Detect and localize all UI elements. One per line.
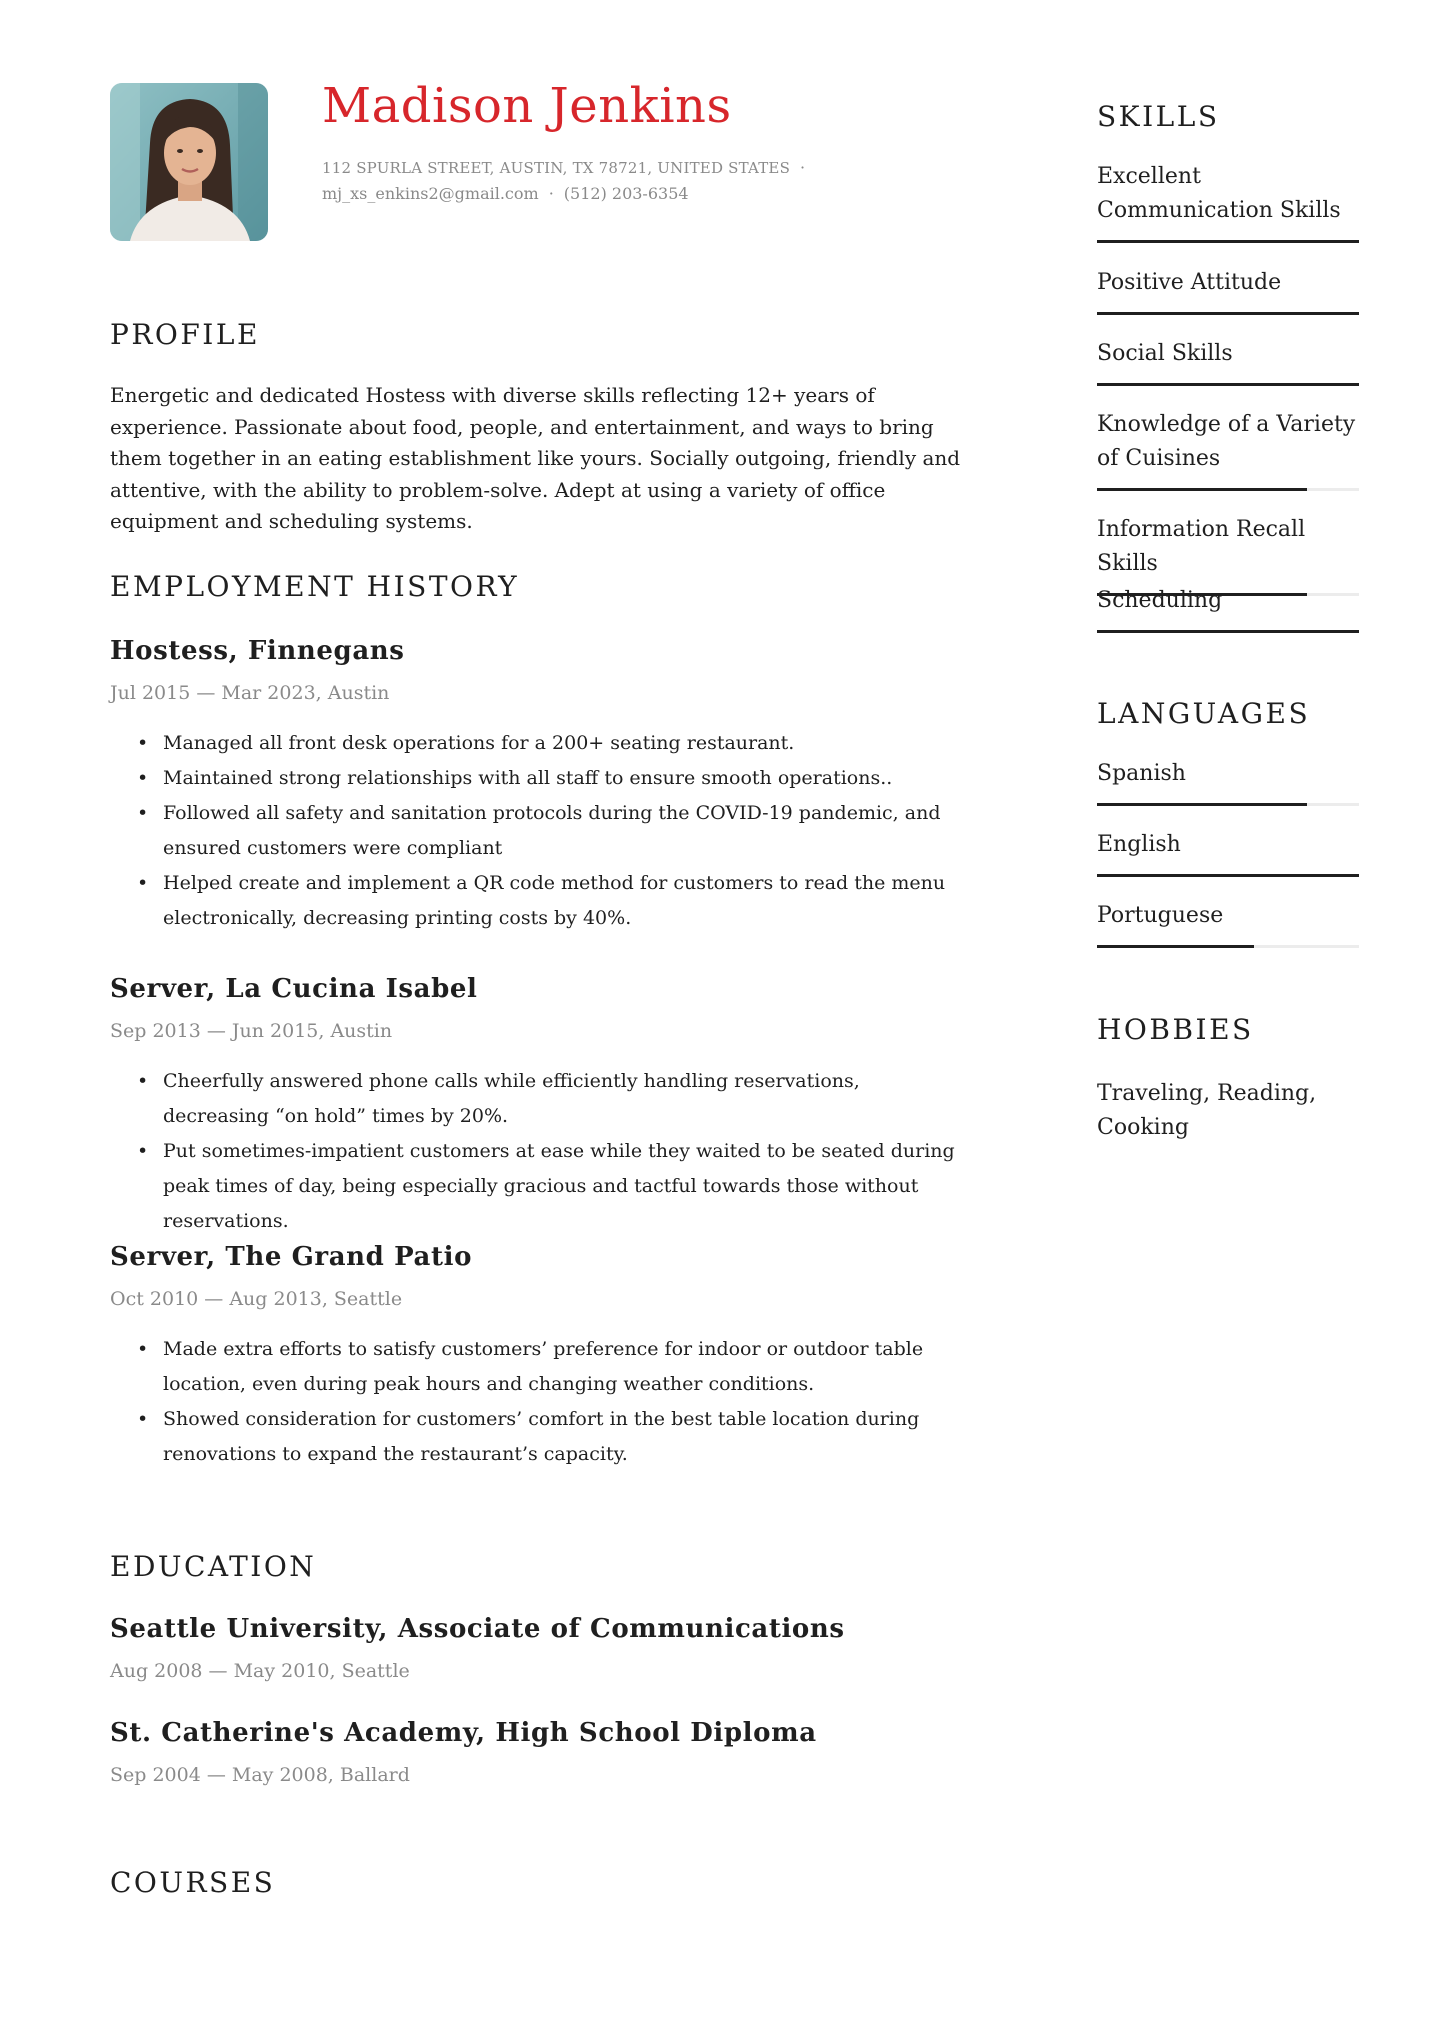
job-title: Server, The Grand Patio <box>110 1242 473 1272</box>
bullet-item: • Helped create and implement a QR code method for customers to read the menu electronically, decreasing printing costs by 40%. <box>137 872 946 929</box>
language-label: Portuguese <box>1097 903 1224 928</box>
skill-item <box>1097 266 1359 315</box>
education-dates: Sep 2004 — May 2008, Ballard <box>110 1764 410 1786</box>
language-level-bar <box>1097 945 1359 948</box>
section-title-employment: EMPLOYMENT HISTORY <box>110 570 520 603</box>
job-title: Server, La Cucina Isabel <box>110 974 478 1004</box>
candidate-name: Madison Jenkins <box>322 78 732 134</box>
job-entry <box>110 636 970 936</box>
hobbies-text: Traveling, Reading, Cooking <box>1097 1081 1317 1140</box>
language-level-bar <box>1097 874 1359 877</box>
job-bullets <box>110 1064 970 1239</box>
job-dates: Jul 2015 — Mar 2023, Austin <box>110 682 390 704</box>
job-title: Hostess, Finnegans <box>110 636 405 666</box>
skill-item <box>1097 408 1359 491</box>
bullet-item: • Maintained strong relationships with all staff to ensure smooth operations.. <box>137 767 893 789</box>
contact-info <box>322 155 922 207</box>
education-title: Seattle University, Associate of Communications <box>110 1614 845 1644</box>
skill-label: Positive Attitude <box>1097 270 1282 295</box>
skill-level-bar <box>1097 383 1359 386</box>
skill-level-bar <box>1097 312 1359 315</box>
section-title-education: EDUCATION <box>110 1550 317 1583</box>
job-entry <box>110 974 970 1239</box>
language-item <box>1097 757 1359 806</box>
phone-number[interactable]: (512) 203-6354 <box>563 184 689 203</box>
language-label: Spanish <box>1097 761 1186 786</box>
job-bullets <box>110 726 970 936</box>
profile-photo <box>110 83 268 241</box>
skill-item <box>1097 337 1359 386</box>
separator: · <box>548 184 554 203</box>
skill-level-bar <box>1097 488 1359 491</box>
skill-label: Information Recall Skills <box>1097 517 1306 576</box>
email-link[interactable]: mj_xs_enkins2@gmail.com <box>322 184 539 203</box>
bullet-item: • Cheerfully answered phone calls while efficiently handling reservations, decreasing “on hold” times by 20%. <box>137 1070 860 1127</box>
section-title-skills: SKILLS <box>1097 100 1220 133</box>
language-item <box>1097 899 1359 948</box>
skill-label: Excellent Communication Skills <box>1097 164 1341 223</box>
job-dates: Oct 2010 — Aug 2013, Seattle <box>110 1288 403 1310</box>
language-level-bar <box>1097 803 1359 806</box>
skill-level-bar <box>1097 240 1359 243</box>
language-item <box>1097 828 1359 877</box>
skill-level-bar <box>1097 630 1359 633</box>
section-title-courses: COURSES <box>110 1866 276 1899</box>
skill-label: Social Skills <box>1097 341 1233 366</box>
skill-item <box>1097 584 1359 633</box>
bullet-item: • Managed all front desk operations for a 200+ seating restaurant. <box>137 732 795 754</box>
language-label: English <box>1097 832 1181 857</box>
section-title-profile: PROFILE <box>110 318 260 351</box>
bullet-item: • Made extra efforts to satisfy customers’ preference for indoor or outdoor table location, even during peak hours and changing weather conditions. <box>137 1338 924 1395</box>
job-entry <box>110 1242 970 1472</box>
section-title-languages: LANGUAGES <box>1097 697 1311 730</box>
bullet-item: • Put sometimes-impatient customers at ease while they waited to be seated during peak times of day, being especially gracious and tactful towards those without reservations. <box>137 1140 955 1232</box>
job-bullets <box>110 1332 970 1472</box>
education-dates: Aug 2008 — May 2010, Seattle <box>110 1660 410 1682</box>
education-title: St. Catherine's Academy, High School Diploma <box>110 1718 817 1748</box>
bullet-item: • Followed all safety and sanitation protocols during the COVID-19 pandemic, and ensured customers were compliant <box>137 802 941 859</box>
skill-label: Knowledge of a Variety of Cuisines <box>1097 412 1356 471</box>
section-title-hobbies: HOBBIES <box>1097 1013 1254 1046</box>
address: 112 SPURLA STREET, AUSTIN, TX 78721, UNITED STATES <box>322 159 791 177</box>
education-entry <box>110 1718 970 1786</box>
profile-summary: Energetic and dedicated Hostess with diverse skills reflecting 12+ years of experience. Passionate about food, people, and entertainment, and ways to bring them together in an eating establishment like yours. Socially outgoing, friendly and attentive, with the ability to problem-solve. Adept at using a variety of office equipment and scheduling systems. <box>110 383 961 533</box>
education-entry <box>110 1614 970 1682</box>
skill-label: Scheduling <box>1097 588 1223 613</box>
skill-item <box>1097 160 1359 243</box>
separator: · <box>800 158 806 177</box>
job-dates: Sep 2013 — Jun 2015, Austin <box>110 1020 393 1042</box>
bullet-item: • Showed consideration for customers’ comfort in the best table location during renovations to expand the restaurant’s capacity. <box>137 1408 920 1465</box>
